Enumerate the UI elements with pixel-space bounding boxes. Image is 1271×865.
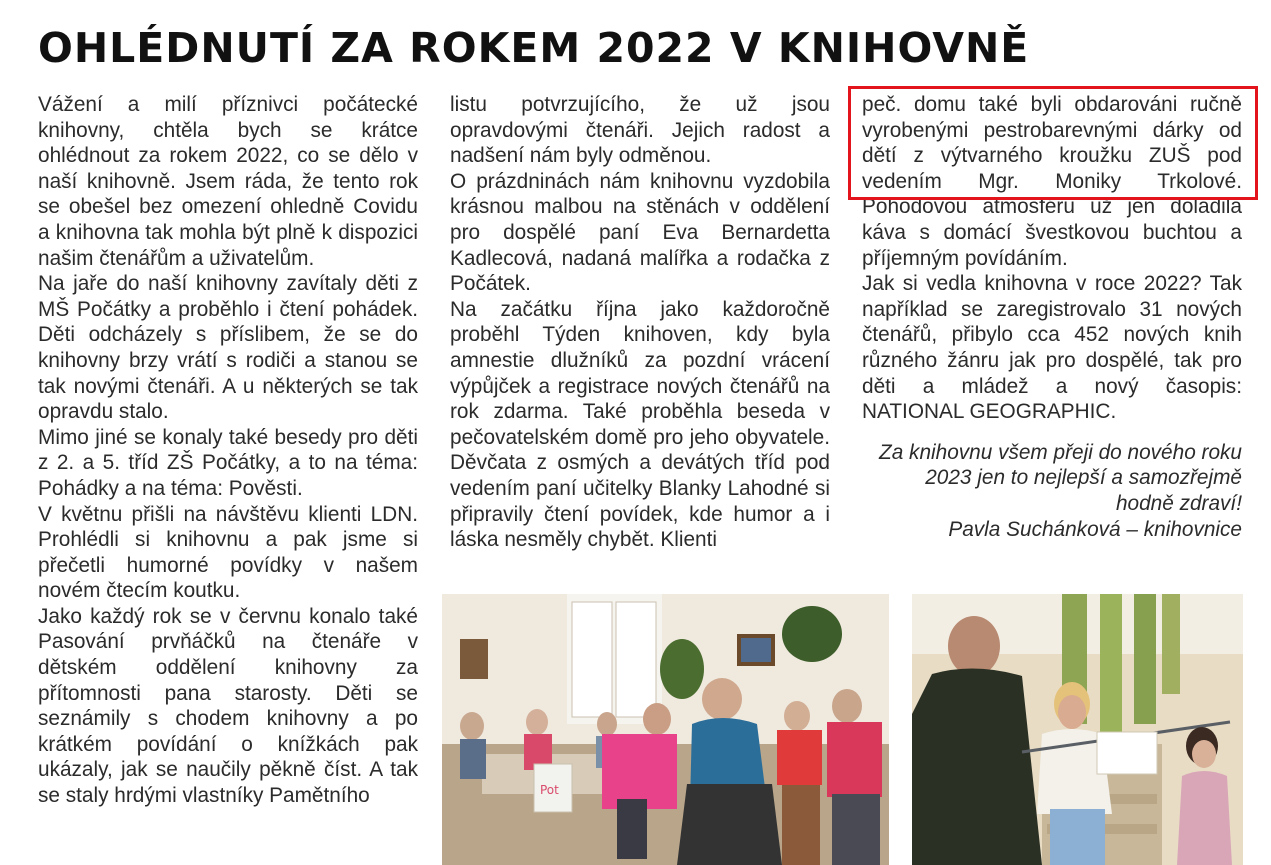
photo-pasovani-ceremony bbox=[912, 594, 1243, 865]
photo-reading-event-image bbox=[442, 594, 889, 865]
signature-block bbox=[862, 440, 1242, 542]
closing-wish: Za knihovnu všem přeji do nového roku 2023 jen to nejlepší a samozřejmě hodně zdraví! bbox=[879, 440, 1242, 515]
bag-text: Pot bbox=[540, 783, 559, 797]
photo-pasovani-ceremony-image bbox=[912, 594, 1243, 865]
photo-reading-event bbox=[442, 594, 889, 865]
paragraph: Mimo jiné se konaly také besedy pro děti z 2. a 5. tříd ZŠ Počátky, a to na téma: Pohádky a na téma: Pověsti. bbox=[38, 425, 418, 500]
paragraph: V květnu přišli na návštěvu klienti LDN. Prohlédli si knihovnu a pak jsme si přečetli humorné povídky v našem novém čtecím koutku. bbox=[38, 502, 418, 603]
article-column-1 bbox=[38, 92, 418, 809]
paragraph: listu potvrzujícího, že už jsou opravdovými čtenáři. Jejich radost a nadšení nám byly odměnou. bbox=[450, 93, 830, 168]
paragraph: Jako každý rok se v červnu konalo také Pasování prvňáčků na čtenáře v dětském oddělení knihovny za přítomnosti pana starosty. Děti se seznámily s chodem knihovny a po krátkém povídání o knížkách pak ukázaly, jak se naučily pěkně číst. A tak se staly hrdými vlastníky Pamětního bbox=[38, 604, 418, 808]
paragraph: Vážení a milí příznivci počátecké knihovny, chtěla bych se krátce ohlédnout za rokem 2022, co se dělo v naší knihovně. Jsem ráda, že tento rok se obešel bez omezení ohledně Covidu a knihovna tak mohla být plně k dispozici našim čtenářům a uživatelům. bbox=[38, 93, 418, 270]
paragraph: Na jaře do naší knihovny zavítaly děti z MŠ Počátky a proběhlo i čtení pohádek. Děti odcházely s příslibem, že se do knihovny brzy vrátí s rodiči a stanou se tak novými čtenáři. A u některých se tak opravdu stalo. bbox=[38, 272, 418, 424]
article-title: OHLÉDNUTÍ ZA ROKEM 2022 V KNIHOVNĚ bbox=[38, 24, 1030, 72]
paragraph: peč. domu také byli obdarováni ručně vyrobenými pestrobarevnými dárky od dětí z výtvarného kroužku ZUŠ pod vedením Mgr. Moniky Trkolové. Pohodovou atmosféru už jen doladila káva s domácí švestkovou buchtou a příjemným povídáním. bbox=[862, 93, 1242, 270]
paragraph: O prázdninách nám knihovnu vyzdobila krásnou malbou na stěnách v oddělení pro dospělé paní Eva Bernardetta Kadlecová, nadaná malířka a rodačka z Počátek. bbox=[450, 169, 830, 296]
author-signature: Pavla Suchánková – knihovnice bbox=[948, 517, 1242, 541]
article-column-2 bbox=[450, 92, 830, 553]
paragraph: Na začátku října jako každoročně proběhl Týden knihoven, kdy byla amnestie dlužníků za pozdní vrácení výpůjček a registrace nových čtenářů na rok zdarma. Také proběhla beseda v pečovatelském domě pro jeho obyvatele. Děvčata z osmých a devátých tříd pod vedením paní učitelky Blanky Lahodné si připravily čtení povídek, kde humor a i láska nesměly chybět. Klienti bbox=[450, 297, 830, 552]
article-column-3 bbox=[862, 92, 1242, 542]
paragraph: Jak si vedla knihovna v roce 2022? Tak například se zaregistrovalo 31 nových čtenářů, přibylo cca 452 nových knih různého žánru jak pro dospělé, tak pro děti a mládež a nový časopis: NATIONAL GEOGRAPHIC. bbox=[862, 272, 1242, 424]
